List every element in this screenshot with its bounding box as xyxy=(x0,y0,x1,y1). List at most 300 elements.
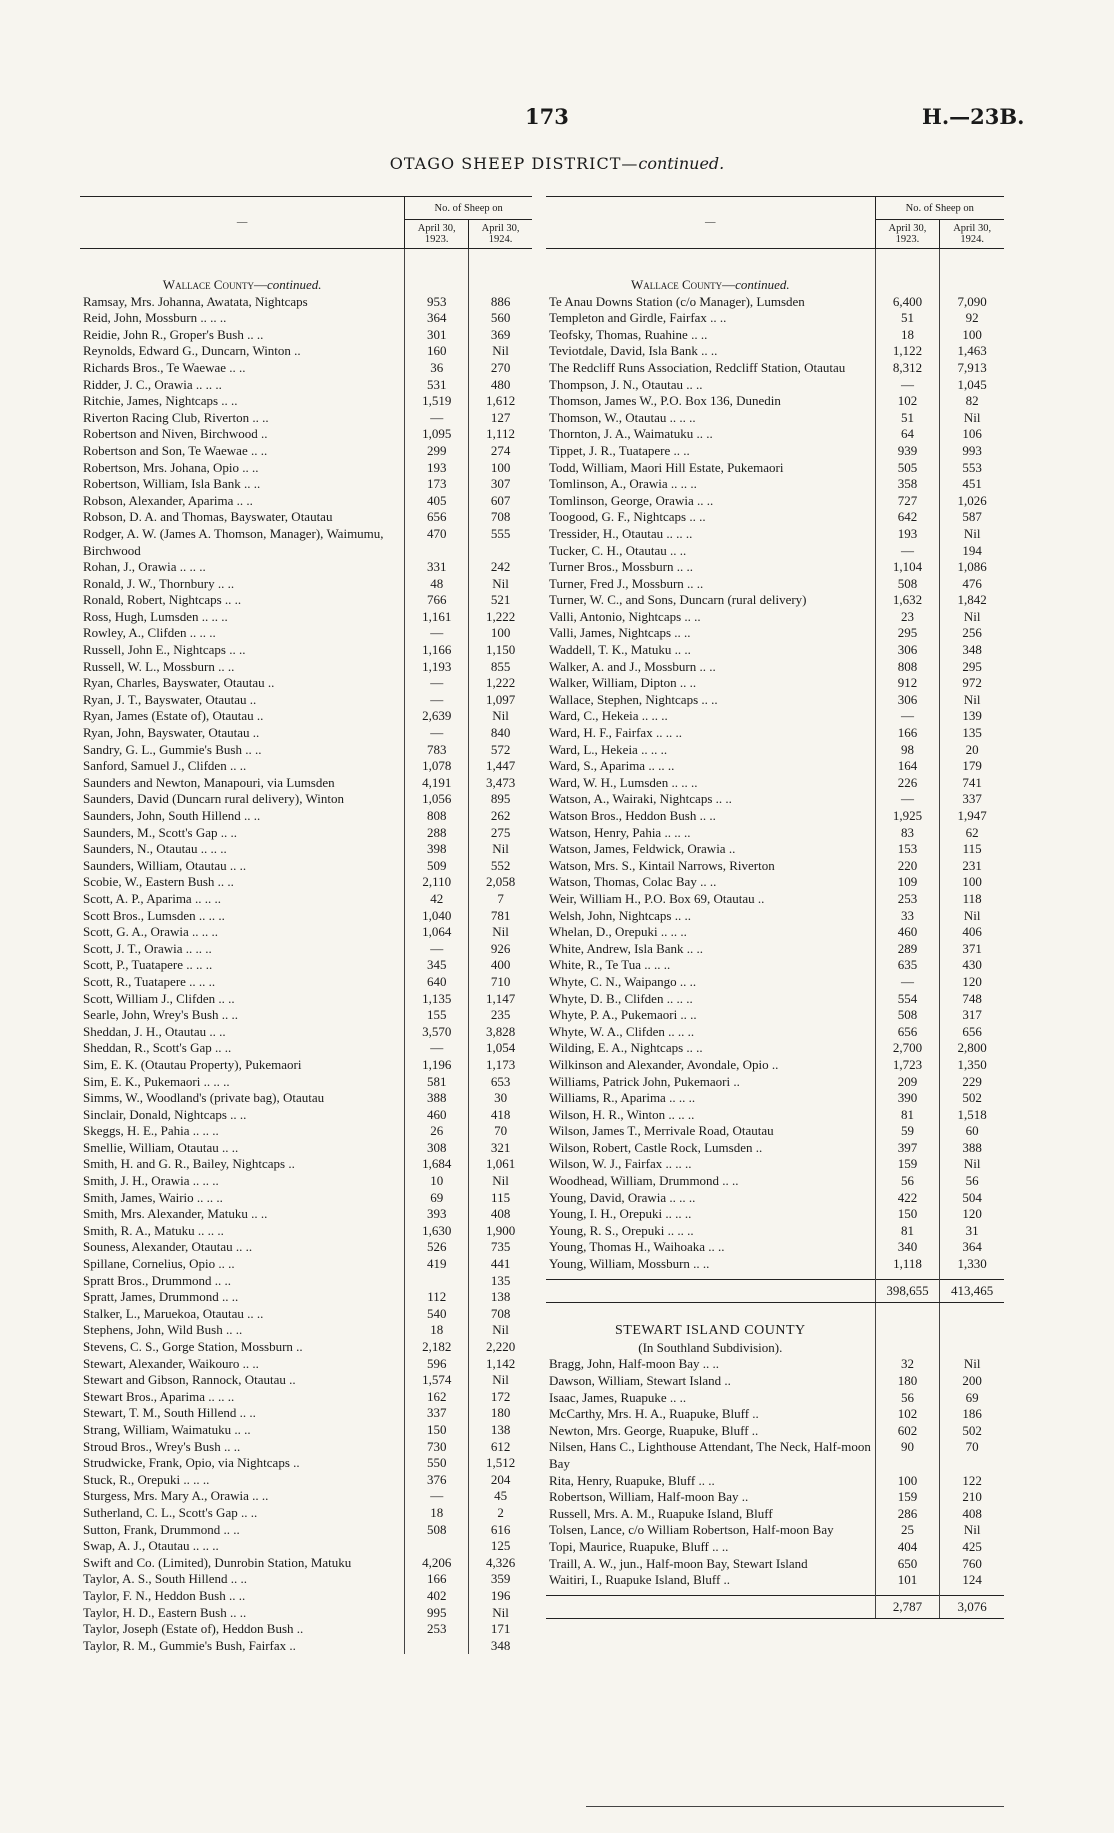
sheep-1923: 100 xyxy=(875,1473,940,1490)
sheep-1923: — xyxy=(875,974,940,991)
owner-name: Ross, Hugh, Lumsden .. .. .. xyxy=(83,608,228,624)
owner-name: Robson, Alexander, Aparima .. .. xyxy=(83,492,253,508)
sheep-1923: 220 xyxy=(875,858,940,875)
owner-name: Riverton Racing Club, Riverton .. .. xyxy=(83,409,269,425)
table-row xyxy=(546,825,1004,842)
owner-name: Rowley, A., Clifden .. .. .. xyxy=(83,625,216,641)
table-row xyxy=(80,1621,532,1638)
sheep-1924: 364 xyxy=(940,1239,1004,1256)
sheep-1924: 7,090 xyxy=(940,294,1004,311)
table-row xyxy=(80,1289,532,1306)
sheep-1923 xyxy=(405,1273,469,1290)
sheep-1924: 408 xyxy=(940,1506,1004,1523)
sheep-1923: 1,196 xyxy=(405,1057,469,1074)
table-row xyxy=(80,1322,532,1339)
table-row xyxy=(546,526,1004,543)
stewart-total-block xyxy=(546,1589,1004,1619)
sheep-1923: 640 xyxy=(405,974,469,991)
table-row xyxy=(80,1090,532,1107)
sheep-1924: 408 xyxy=(469,1206,532,1223)
table-row xyxy=(80,1571,532,1588)
sheep-1923: 64 xyxy=(875,426,940,443)
owner-name: Sanford, Samuel J., Clifden .. .. xyxy=(83,758,247,774)
sheep-1924: 115 xyxy=(940,841,1004,858)
owner-name: Valli, Antonio, Nightcaps .. .. xyxy=(549,608,701,624)
sheep-1923: 253 xyxy=(405,1621,469,1638)
sheep-1924: 321 xyxy=(469,1140,532,1157)
table-row xyxy=(546,393,1004,410)
owner-name: Whyte, C. N., Waipango .. .. xyxy=(549,973,697,989)
owner-name: Wilkinson and Alexander, Avondale, Opio .. xyxy=(549,1056,779,1072)
table-row xyxy=(80,327,532,344)
table-row xyxy=(80,509,532,526)
sheep-1924: 1,097 xyxy=(469,692,532,709)
sheep-1923: 308 xyxy=(405,1140,469,1157)
sheep-1924: 3,473 xyxy=(469,775,532,792)
table-row xyxy=(546,659,1004,676)
table-row xyxy=(80,1522,532,1539)
left-column xyxy=(80,196,532,1654)
table-row xyxy=(80,825,532,842)
sheep-1923: 596 xyxy=(405,1356,469,1373)
owner-name: Thomson, James W., P.O. Box 136, Dunedin xyxy=(549,393,781,409)
total-1924: 413,465 xyxy=(940,1279,1004,1303)
table-row xyxy=(546,609,1004,626)
owner-name: Scott, G. A., Orawia .. .. .. xyxy=(83,924,219,940)
owner-name: Ridder, J. C., Orawia .. .. .. xyxy=(83,376,222,392)
owner-name: Rodger, A. W. (James A. Thomson, Manager), Waimumu, Birchwood xyxy=(83,525,384,558)
sheep-1924: 748 xyxy=(940,991,1004,1008)
sheep-1924: 840 xyxy=(469,725,532,742)
sheep-1924: Nil xyxy=(940,692,1004,709)
owner-name: Turner, W. C., and Sons, Duncarn (rural delivery) xyxy=(549,592,807,608)
owner-name: Stevens, C. S., Gorge Station, Mossburn .. xyxy=(83,1339,303,1354)
section-heading xyxy=(546,277,875,294)
table-row xyxy=(546,426,1004,443)
header-col-1924: April 30, 1924. xyxy=(940,220,1004,249)
owner-name: Russell, John E., Nightcaps .. .. xyxy=(83,642,246,658)
table-row xyxy=(80,493,532,510)
sheep-1923: 393 xyxy=(405,1206,469,1223)
table-row xyxy=(546,1373,1004,1390)
sheep-1924: 2,800 xyxy=(940,1040,1004,1057)
owner-name: Traill, A. W., jun., Half-moon Bay, Stewart Island xyxy=(549,1555,808,1571)
table-row xyxy=(546,1123,1004,1140)
owner-name: Tucker, C. H., Otautau .. .. xyxy=(549,542,687,558)
owner-name: Whyte, P. A., Pukemaori .. .. xyxy=(549,1007,697,1023)
sheep-1924: 735 xyxy=(469,1239,532,1256)
sheep-1923: 36 xyxy=(405,360,469,377)
owner-name: Whelan, D., Orepuki .. .. .. xyxy=(549,924,687,940)
owner-name: Saunders, David (Duncarn rural delivery), Winton xyxy=(83,791,344,807)
owner-name: Robertson, William, Isla Bank .. .. xyxy=(83,476,261,492)
sheep-1923: 508 xyxy=(875,576,940,593)
owner-name: Wilson, H. R., Winton .. .. .. xyxy=(549,1106,695,1122)
owner-name: Tressider, H., Otautau .. .. .. xyxy=(549,525,693,541)
sheep-1924: 926 xyxy=(469,941,532,958)
table-row xyxy=(80,393,532,410)
sheep-1924: 115 xyxy=(469,1190,532,1207)
sheep-1923: 299 xyxy=(405,443,469,460)
owner-name: Sim, E. K. (Otautau Property), Pukemaori xyxy=(83,1056,302,1072)
table-row xyxy=(80,891,532,908)
table-row xyxy=(546,791,1004,808)
sheep-1924: 69 xyxy=(940,1390,1004,1407)
owner-name: Wilson, Robert, Castle Rock, Lumsden .. xyxy=(549,1139,763,1155)
sheep-1923: 42 xyxy=(405,891,469,908)
sheep-1923: 995 xyxy=(405,1605,469,1622)
owner-name: Bragg, John, Half-moon Bay .. .. xyxy=(549,1356,720,1372)
owner-name: Ward, C., Hekeia .. .. .. xyxy=(549,708,668,724)
table-row xyxy=(80,1074,532,1091)
table-row xyxy=(80,343,532,360)
sheep-1924: 1,447 xyxy=(469,758,532,775)
table-row xyxy=(546,1439,1004,1472)
owner-name: Robertson, Mrs. Johana, Opio .. .. xyxy=(83,459,259,475)
owner-name: Wilding, E. A., Nightcaps .. .. xyxy=(549,1040,703,1056)
owner-name: Ryan, Charles, Bayswater, Otautau .. xyxy=(83,675,275,691)
owner-name: Thornton, J. A., Waimatuku .. .. xyxy=(549,426,713,442)
sheep-1924: 1,173 xyxy=(469,1057,532,1074)
sheep-1923: 102 xyxy=(875,393,940,410)
sheep-1923: 155 xyxy=(405,1007,469,1024)
table-row xyxy=(546,808,1004,825)
table-row xyxy=(80,1239,532,1256)
right-table-body xyxy=(546,249,1004,1273)
sheep-1924: 172 xyxy=(469,1389,532,1406)
owner-name: Welsh, John, Nightcaps .. .. xyxy=(549,907,691,923)
table-row xyxy=(80,957,532,974)
owner-name: Weir, William H., P.O. Box 69, Otautau .. xyxy=(549,890,765,906)
table-row xyxy=(546,1223,1004,1240)
table-row xyxy=(546,576,1004,593)
owner-name: Whyte, W. A., Clifden .. .. .. xyxy=(549,1023,695,1039)
table-row xyxy=(546,1024,1004,1041)
sheep-1923: 306 xyxy=(875,692,940,709)
table-row xyxy=(80,1140,532,1157)
owner-name: Woodhead, William, Drummond .. .. xyxy=(549,1173,739,1189)
sheep-1924: 1,512 xyxy=(469,1455,532,1472)
sheep-1923: 18 xyxy=(875,327,940,344)
owner-name: Wilson, W. J., Fairfax .. .. .. xyxy=(549,1156,692,1172)
stewart-sub-row xyxy=(546,1340,1004,1357)
sheep-1924: 406 xyxy=(940,924,1004,941)
sheep-1924: 2,058 xyxy=(469,874,532,891)
sheep-1924: 307 xyxy=(469,476,532,493)
right-sheep-table xyxy=(546,196,1004,1619)
sheep-1924: 502 xyxy=(940,1090,1004,1107)
owner-name: Scott, R., Tuatapere .. .. .. xyxy=(83,973,216,989)
sheep-1923: 193 xyxy=(875,526,940,543)
sheep-1923: 397 xyxy=(875,1140,940,1157)
sheep-1923: 51 xyxy=(875,410,940,427)
left-table-body xyxy=(80,249,532,1655)
owner-name: Rohan, J., Orawia .. .. .. xyxy=(83,559,206,575)
table-row xyxy=(80,874,532,891)
sheep-1923: 253 xyxy=(875,891,940,908)
owner-name: Russell, W. L., Mossburn .. .. xyxy=(83,658,235,674)
sheep-1923: 460 xyxy=(875,924,940,941)
sheep-1924: 1,112 xyxy=(469,426,532,443)
sheep-1923: 18 xyxy=(405,1505,469,1522)
sheep-1923: 102 xyxy=(875,1406,940,1423)
sheep-1923: 6,400 xyxy=(875,294,940,311)
sheep-1924: 1,045 xyxy=(940,377,1004,394)
sheep-1923: 4,191 xyxy=(405,775,469,792)
owner-name: Ward, L., Hekeia .. .. .. xyxy=(549,741,668,757)
sheep-1924: 120 xyxy=(940,1206,1004,1223)
sheep-1923: 25 xyxy=(875,1522,940,1539)
owner-name: Wallace, Stephen, Nightcaps .. .. xyxy=(549,691,718,707)
sheep-1923: 337 xyxy=(405,1405,469,1422)
table-row xyxy=(80,1356,532,1373)
sheep-1924: 1,463 xyxy=(940,343,1004,360)
table-row xyxy=(80,294,532,311)
owner-name: Tolsen, Lance, c/o William Robertson, Half-moon Bay xyxy=(549,1522,834,1538)
sheep-1923: — xyxy=(875,708,940,725)
owner-name: Ward, S., Aparima .. .. .. xyxy=(549,758,675,774)
sheep-1923: 23 xyxy=(875,609,940,626)
sheep-1924: 972 xyxy=(940,675,1004,692)
owner-name: Walker, William, Dipton .. .. xyxy=(549,675,697,691)
owner-name: Sim, E. K., Pukemaori .. .. .. xyxy=(83,1073,230,1089)
header-dash: — xyxy=(80,197,405,249)
sheep-1923: 286 xyxy=(875,1506,940,1523)
sheep-1924: 521 xyxy=(469,592,532,609)
sheep-1924: 1,147 xyxy=(469,991,532,1008)
sheep-1923: 56 xyxy=(875,1390,940,1407)
table-row xyxy=(546,642,1004,659)
table-row xyxy=(80,1472,532,1489)
header-col-1924: April 30, 1924. xyxy=(469,220,532,249)
sheep-1923: 1,166 xyxy=(405,642,469,659)
sheep-1924: 2,220 xyxy=(469,1339,532,1356)
sheep-1924: 70 xyxy=(940,1439,1004,1472)
table-row xyxy=(546,559,1004,576)
sheep-1923: — xyxy=(405,692,469,709)
sheep-1923: 32 xyxy=(875,1356,940,1373)
owner-name: Smith, R. A., Matuku .. .. .. xyxy=(83,1222,224,1238)
table-row xyxy=(80,1605,532,1622)
sheep-1923: — xyxy=(405,410,469,427)
sheep-1923: — xyxy=(405,725,469,742)
table-row xyxy=(80,1422,532,1439)
sheep-1923: 404 xyxy=(875,1539,940,1556)
sheep-1923: 376 xyxy=(405,1472,469,1489)
sheep-1923: 364 xyxy=(405,310,469,327)
sheep-1923: 398 xyxy=(405,841,469,858)
sheep-1924: 400 xyxy=(469,957,532,974)
sheep-1924: 1,086 xyxy=(940,559,1004,576)
owner-name: Saunders, William, Otautau .. .. xyxy=(83,857,247,873)
sheep-1924: 317 xyxy=(940,1007,1004,1024)
sheep-1924: 1,900 xyxy=(469,1223,532,1240)
owner-name: White, R., Te Tua .. .. .. xyxy=(549,957,671,973)
owner-name: Waitiri, I., Ruapuke Island, Bluff .. xyxy=(549,1572,731,1588)
owner-name: Ryan, J. T., Bayswater, Otautau .. xyxy=(83,691,257,707)
wallace-total-row xyxy=(546,1279,1004,1303)
owner-name: Thomson, W., Otautau .. .. .. xyxy=(549,409,696,425)
sheep-1924: 781 xyxy=(469,908,532,925)
sheep-1924: Nil xyxy=(469,708,532,725)
owner-name: Searle, John, Wrey's Bush .. .. xyxy=(83,1007,239,1023)
owner-name: Turner, Fred J., Mossburn .. .. xyxy=(549,575,704,591)
owner-name: Stuck, R., Orepuki .. .. .. xyxy=(83,1471,210,1487)
owner-name: Spillane, Cornelius, Opio .. .. xyxy=(83,1256,235,1272)
sheep-1923: 153 xyxy=(875,841,940,858)
sheep-1924: 612 xyxy=(469,1439,532,1456)
owner-name: Scott Bros., Lumsden .. .. .. xyxy=(83,907,225,923)
table-row xyxy=(546,974,1004,991)
owner-name: Turner Bros., Mossburn .. .. xyxy=(549,559,693,575)
sheep-1924: 92 xyxy=(940,310,1004,327)
table-row xyxy=(80,1173,532,1190)
sheep-1924: 993 xyxy=(940,443,1004,460)
owner-name: Sheddan, R., Scott's Gap .. .. xyxy=(83,1040,232,1056)
sheep-1923: 289 xyxy=(875,941,940,958)
table-row xyxy=(80,1007,532,1024)
sheep-1923: 166 xyxy=(405,1571,469,1588)
sheep-1923: 509 xyxy=(405,858,469,875)
sheep-1924: 295 xyxy=(940,659,1004,676)
sheep-1924: Nil xyxy=(469,924,532,941)
sheep-1923: 766 xyxy=(405,592,469,609)
owner-name: Todd, William, Maori Hill Estate, Pukemaori xyxy=(549,459,784,475)
owner-name: Watson Bros., Heddon Bush .. .. xyxy=(549,808,716,823)
sheep-1924: Nil xyxy=(940,1522,1004,1539)
sheep-1923: 1,632 xyxy=(875,592,940,609)
table-row xyxy=(546,509,1004,526)
owner-name: Templeton and Girdle, Fairfax .. .. xyxy=(549,310,727,326)
table-row xyxy=(546,625,1004,642)
table-row xyxy=(80,742,532,759)
sheep-1924: 231 xyxy=(940,858,1004,875)
sheep-1923: 912 xyxy=(875,675,940,692)
sheep-1923: — xyxy=(405,1488,469,1505)
sheep-1924: Nil xyxy=(940,526,1004,543)
sheep-1923: 635 xyxy=(875,957,940,974)
section-heading xyxy=(80,277,405,294)
sheep-1924: 124 xyxy=(940,1572,1004,1589)
owner-name: Scott, J. T., Orawia .. .. .. xyxy=(83,940,212,956)
sheep-1924: 1,842 xyxy=(940,592,1004,609)
table-row xyxy=(546,327,1004,344)
sheep-1923: 69 xyxy=(405,1190,469,1207)
sheep-1924: 138 xyxy=(469,1289,532,1306)
sheep-1923: 508 xyxy=(405,1522,469,1539)
table-row xyxy=(546,1423,1004,1440)
table-row xyxy=(80,941,532,958)
sheep-1923: 505 xyxy=(875,460,940,477)
sheep-1924: 100 xyxy=(469,625,532,642)
owner-name: Young, R. S., Orepuki .. .. .. xyxy=(549,1222,694,1238)
owner-name: Saunders, John, South Hillend .. .. xyxy=(83,808,261,823)
owner-name: Saunders and Newton, Manapouri, via Lumsden xyxy=(83,774,335,790)
sheep-1924: 476 xyxy=(940,576,1004,593)
sheep-1924: Nil xyxy=(469,343,532,360)
sheep-1923: 1,122 xyxy=(875,343,940,360)
sheep-1924: 106 xyxy=(940,426,1004,443)
sheep-1923: 109 xyxy=(875,874,940,891)
sheep-1924: 120 xyxy=(940,974,1004,991)
sheep-1924: 1,612 xyxy=(469,393,532,410)
sheep-1923: 470 xyxy=(405,526,469,559)
table-row xyxy=(546,675,1004,692)
owner-name: Williams, Patrick John, Pukemaori .. xyxy=(549,1073,740,1089)
sheep-1923: 150 xyxy=(405,1422,469,1439)
owner-name: Watson, James, Feldwick, Orawia .. xyxy=(549,841,736,857)
owner-name: Saunders, M., Scott's Gap .. .. xyxy=(83,824,238,840)
table-row xyxy=(546,1556,1004,1573)
sheep-1923: 101 xyxy=(875,1572,940,1589)
sheep-1923: 2,110 xyxy=(405,874,469,891)
sheep-1923: 81 xyxy=(875,1107,940,1124)
table-row xyxy=(546,460,1004,477)
sheep-1924: 7 xyxy=(469,891,532,908)
owner-name: Teviotdale, David, Isla Bank .. .. xyxy=(549,343,718,359)
owner-name: The Redcliff Runs Association, Redcliff Station, Otautau xyxy=(549,359,846,375)
owner-name: Souness, Alexander, Otautau .. .. xyxy=(83,1239,253,1255)
sheep-1923: 1,040 xyxy=(405,908,469,925)
sheep-1923: 808 xyxy=(875,659,940,676)
table-row xyxy=(546,1007,1004,1024)
page-number: 173 xyxy=(525,104,569,129)
sheep-1924: Nil xyxy=(469,576,532,593)
sheep-1923: 656 xyxy=(875,1024,940,1041)
table-row xyxy=(546,1539,1004,1556)
sheep-1924: 1,026 xyxy=(940,493,1004,510)
header-group: No. of Sheep on xyxy=(405,197,532,220)
sheep-1923: 531 xyxy=(405,377,469,394)
owner-name: Robertson and Son, Te Waewae .. .. xyxy=(83,442,268,458)
sheep-1923: 1,064 xyxy=(405,924,469,941)
sheep-1924: 125 xyxy=(469,1538,532,1555)
sheep-1924: 1,150 xyxy=(469,642,532,659)
owner-name: Strudwicke, Frank, Opio, via Nightcaps .. xyxy=(83,1455,300,1471)
sheep-1923: 81 xyxy=(875,1223,940,1240)
owner-name: Watson, Thomas, Colac Bay .. .. xyxy=(549,874,717,890)
sheep-1923 xyxy=(405,1638,469,1655)
table-row xyxy=(80,1638,532,1655)
header-col-1923: April 30, 1923. xyxy=(405,220,469,249)
sheep-1924: 4,326 xyxy=(469,1555,532,1572)
table-row xyxy=(80,609,532,626)
sheep-1923: 331 xyxy=(405,559,469,576)
section-name: Wallace County— xyxy=(162,277,267,292)
table-row xyxy=(80,858,532,875)
table-row xyxy=(80,1256,532,1273)
sheep-1924: 348 xyxy=(469,1638,532,1655)
table-row xyxy=(546,708,1004,725)
sheep-1924: 31 xyxy=(940,1223,1004,1240)
table-row xyxy=(80,443,532,460)
owner-name: White, Andrew, Isla Bank .. .. xyxy=(549,940,704,956)
owner-name: Stewart and Gibson, Rannock, Otautau .. xyxy=(83,1372,296,1388)
sheep-1924: Nil xyxy=(469,1322,532,1339)
owner-name: Scott, P., Tuatapere .. .. .. xyxy=(83,957,213,973)
sheep-1924: 418 xyxy=(469,1107,532,1124)
owner-name: Walker, A. and J., Mossburn .. .. xyxy=(549,658,716,674)
right-column xyxy=(546,196,1004,1619)
stewart-total-1924: 3,076 xyxy=(940,1595,1004,1619)
table-row xyxy=(80,1372,532,1389)
section-suffix: continued. xyxy=(735,277,790,292)
sheep-1924: 204 xyxy=(469,1472,532,1489)
owner-name: Spratt Bros., Drummond .. .. xyxy=(83,1272,232,1288)
sheep-1923: 581 xyxy=(405,1074,469,1091)
sheep-1923: 193 xyxy=(405,460,469,477)
sheep-1924: 270 xyxy=(469,360,532,377)
